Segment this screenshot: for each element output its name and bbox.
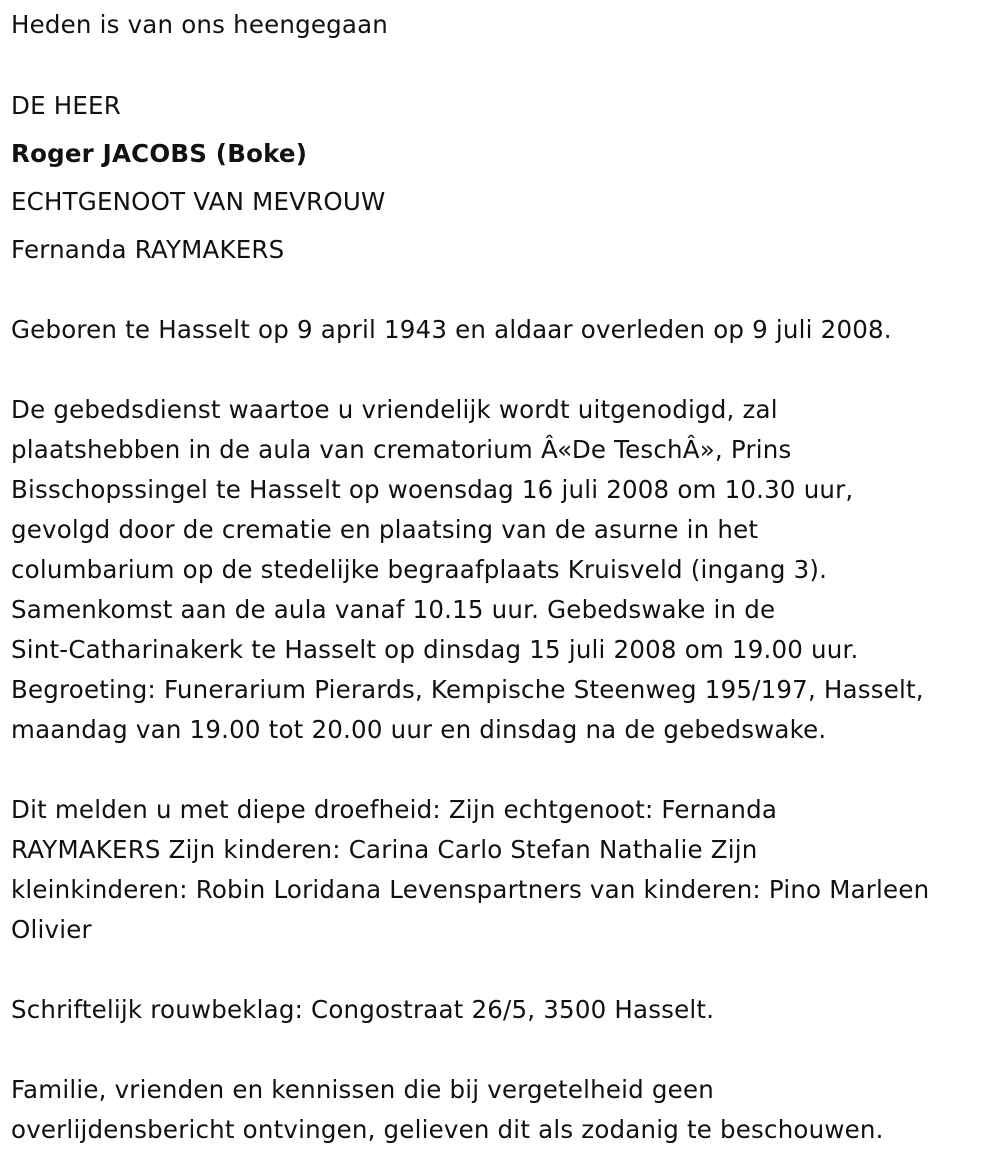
honorific-title: DE HEER [11, 91, 121, 120]
paragraph-line: gevolgd door de crematie en plaatsing van de asurne in het [11, 515, 759, 544]
paragraph-line: Dit melden u met diepe droefheid: Zijn echtgenoot: Fernanda [11, 795, 778, 824]
paragraph-line: plaatshebben in de aula van crematorium Â«De TeschÂ», Prins [11, 435, 792, 464]
paragraph-line: Sint-Catharinakerk te Hasselt op dinsdag 15 juli 2008 om 19.00 uur. [11, 635, 859, 664]
deceased-name: Roger JACOBS (Boke) [11, 139, 308, 168]
condolence-address: Schriftelijk rouwbeklag: Congostraat 26/5, 3500 Hasselt. [11, 995, 715, 1024]
paragraph-line: Samenkomst aan de aula vanaf 10.15 uur. Gebedswake in de [11, 595, 776, 624]
paragraph-line: columbarium op de stedelijke begraafplaats Kruisveld (ingang 3). [11, 555, 828, 584]
intro-text: Heden is van ons heengegaan [11, 10, 389, 39]
paragraph-line: Olivier [11, 915, 92, 944]
paragraph-line: RAYMAKERS Zijn kinderen: Carina Carlo Stefan Nathalie Zijn [11, 835, 758, 864]
paragraph-line: Begroeting: Funerarium Pierards, Kempische Steenweg 195/197, Hasselt, [11, 675, 924, 704]
paragraph-line: Familie, vrienden en kennissen die bij vergetelheid geen [11, 1075, 714, 1104]
spouse-name: Fernanda RAYMAKERS [11, 235, 285, 264]
paragraph-line: maandag van 19.00 tot 20.00 uur en dinsdag na de gebedswake. [11, 715, 827, 744]
paragraph-line: kleinkinderen: Robin Loridana Levenspartners van kinderen: Pino Marleen [11, 875, 930, 904]
paragraph-line: overlijdensbericht ontvingen, gelieven dit als zodanig te beschouwen. [11, 1115, 884, 1144]
paragraph-line: Bisschopssingel te Hasselt op woensdag 16 juli 2008 om 10.30 uur, [11, 475, 854, 504]
spouse-heading: ECHTGENOOT VAN MEVROUW [11, 187, 386, 216]
birth-death-text: Geboren te Hasselt op 9 april 1943 en aldaar overleden op 9 juli 2008. [11, 315, 892, 344]
paragraph-line: De gebedsdienst waartoe u vriendelijk wordt uitgenodigd, zal [11, 395, 778, 424]
